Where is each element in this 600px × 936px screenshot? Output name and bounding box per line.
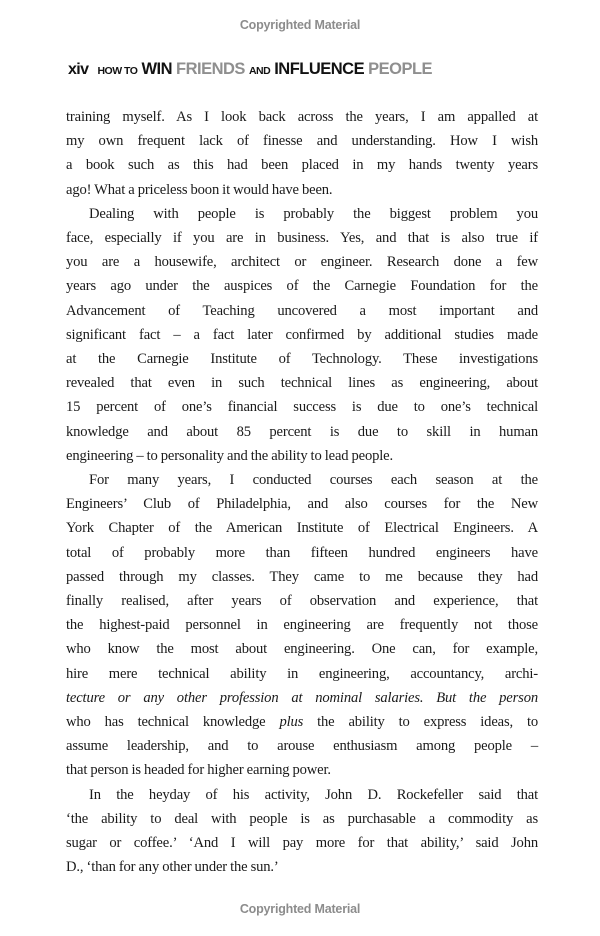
text-segment: my own frequent lack of finesse and understanding. How I wish	[66, 133, 538, 150]
text-segment: Dealing with people is probably the biggest problem you	[89, 205, 538, 222]
text-segment: knowledge and about 85 percent is due to skill in human	[66, 423, 538, 440]
text-line	[66, 589, 538, 613]
text-line	[66, 734, 538, 758]
paragraph	[66, 783, 538, 880]
title-part: WIN	[141, 60, 173, 78]
page-number: xiv	[68, 61, 89, 78]
text-segment: ago! What a priceless boon it would have been.	[66, 181, 333, 198]
text-line	[66, 274, 538, 298]
text-segment: years ago under the auspices of the Carnegie Foundation for the	[66, 278, 538, 295]
paragraph	[66, 105, 538, 202]
text-line	[66, 395, 538, 419]
text-line	[66, 855, 538, 879]
italic-text-segment: plus	[279, 714, 304, 731]
text-segment: Engineers’ Club of Philadelphia, and also courses for the New	[66, 496, 538, 513]
text-segment: sugar or coffee.’ ‘And I will pay more for that ability,’ said John	[66, 835, 538, 852]
text-line	[66, 299, 538, 323]
text-line	[66, 492, 538, 516]
title-part: AND	[248, 65, 271, 77]
text-segment: who has technical knowledge	[66, 714, 280, 731]
text-line	[66, 347, 538, 371]
text-segment: Advancement of Teaching uncovered a most important and	[66, 302, 538, 319]
text-line	[66, 710, 538, 734]
text-line	[66, 783, 538, 807]
text-segment: For many years, I conducted courses each season at the	[89, 472, 538, 489]
text-segment: 15 percent of one’s financial success is due to one’s technical	[66, 399, 538, 416]
text-line	[66, 637, 538, 661]
text-segment: face, especially if you are in business. Yes, and that is also true if	[66, 230, 538, 247]
text-line	[66, 541, 538, 565]
text-segment: engineering – to personality and the ability to lead people.	[66, 447, 394, 464]
page-body	[66, 105, 538, 880]
text-segment: the highest-paid personnel in engineering are frequently not those	[66, 617, 538, 634]
paragraph	[66, 468, 538, 783]
text-segment: total of probably more than fifteen hundred engineers have	[66, 544, 538, 561]
title-part: HOW TO	[97, 65, 138, 77]
book-title	[97, 61, 436, 78]
text-segment: assume leadership, and to arouse enthusiasm among people –	[66, 738, 538, 755]
text-line	[66, 153, 538, 177]
text-line	[66, 662, 538, 686]
text-segment: you are a housewife, architect or engineer. Research done a few	[66, 254, 538, 271]
text-segment: that person is headed for higher earning power.	[66, 762, 331, 779]
text-line	[66, 250, 538, 274]
text-line	[66, 516, 538, 540]
title-part: PEOPLE	[368, 60, 433, 78]
text-segment: who know the most about engineering. One can, for example,	[66, 641, 538, 658]
text-segment: In the heyday of his activity, John D. Rockefeller said that	[89, 786, 538, 803]
text-line	[66, 758, 538, 782]
italic-text-segment: tecture or any other profession at nominal salaries. But the person	[66, 689, 538, 706]
text-line	[66, 178, 538, 202]
text-line	[66, 323, 538, 347]
text-segment: York Chapter of the American Institute of Electrical Engineers. A	[66, 520, 538, 537]
text-line	[66, 831, 538, 855]
text-segment: a book such as this had been placed in my hands twenty years	[66, 157, 538, 174]
text-line	[66, 686, 538, 710]
text-line	[66, 613, 538, 637]
text-segment: D., ‘than for any other under the sun.’	[66, 859, 279, 876]
text-segment: finally realised, after years of observation and experience, that	[66, 593, 538, 610]
text-line	[66, 420, 538, 444]
text-line	[66, 105, 538, 129]
title-part: FRIENDS	[176, 60, 245, 78]
text-segment: ‘the ability to deal with people is as purchasable a commodity as	[66, 810, 538, 827]
copyright-notice-bottom: Copyrighted Material	[239, 902, 361, 916]
copyright-notice-top: Copyrighted Material	[239, 18, 361, 32]
text-segment: significant fact – a fact later confirmed by additional studies made	[66, 326, 538, 343]
text-line	[66, 444, 538, 468]
text-segment: revealed that even in such technical lines as engineering, about	[66, 375, 538, 392]
text-segment: training myself. As I look back across the years, I am appalled at	[66, 109, 538, 125]
running-header	[68, 60, 436, 79]
text-line	[66, 226, 538, 250]
text-line	[66, 807, 538, 831]
text-line	[66, 129, 538, 153]
text-line	[66, 202, 538, 226]
text-line	[66, 371, 538, 395]
title-part: INFLUENCE	[274, 60, 365, 78]
text-segment: passed through my classes. They came to me because they had	[66, 568, 538, 585]
text-segment: hire mere technical ability in engineering, accountancy, archi-	[66, 665, 538, 682]
text-line	[66, 468, 538, 492]
text-segment: at the Carnegie Institute of Technology. These investigations	[66, 351, 538, 368]
text-segment: the ability to express ideas, to	[303, 714, 538, 731]
paragraph	[66, 202, 538, 468]
text-line	[66, 565, 538, 589]
